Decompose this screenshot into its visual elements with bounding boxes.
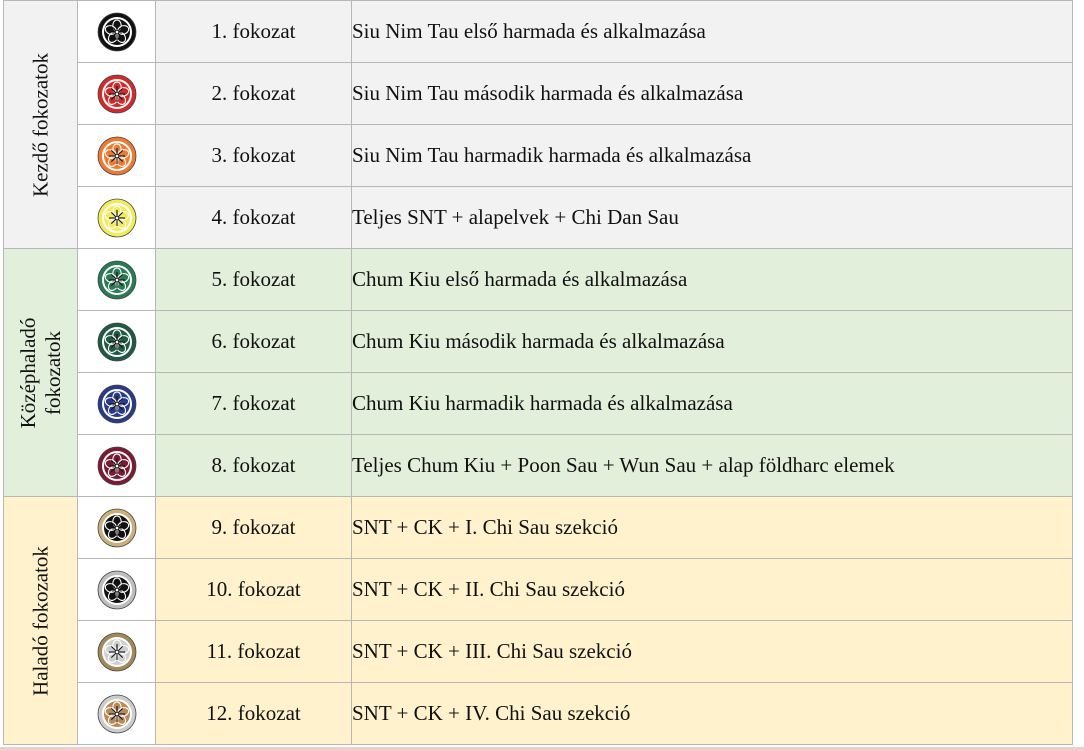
grade-description: Siu Nim Tau első harmada és alkalmazása (352, 1, 1073, 63)
table-row (4, 621, 1073, 683)
grade-label: 1. fokozat (156, 1, 352, 63)
next-section-edge (0, 747, 1084, 751)
grade-table (3, 0, 1073, 745)
grade-label: 3. fokozat (156, 125, 352, 187)
grade-description: SNT + CK + I. Chi Sau szekció (352, 497, 1073, 559)
dark-green-sash-icon (78, 311, 156, 373)
grade-label: 2. fokozat (156, 63, 352, 125)
category-label-intermediate: Középhaladó fokozatok (15, 317, 65, 428)
table-row (4, 683, 1073, 745)
grade-label: 4. fokozat (156, 187, 352, 249)
silver-black-sash-icon (78, 559, 156, 621)
grade-label: 12. fokozat (156, 683, 352, 745)
orange-sash-icon (78, 125, 156, 187)
silver-bronze-sash-icon (78, 683, 156, 745)
table-row (4, 249, 1073, 311)
maroon-sash-icon (78, 435, 156, 497)
grade-description: Siu Nim Tau második harmada és alkalmazása (352, 63, 1073, 125)
grade-description: SNT + CK + IV. Chi Sau szekció (352, 683, 1073, 745)
grade-label: 7. fokozat (156, 373, 352, 435)
table-row (4, 1, 1073, 63)
grade-description: Chum Kiu második harmada és alkalmazása (352, 311, 1073, 373)
grade-label: 9. fokozat (156, 497, 352, 559)
grade-label: 11. fokozat (156, 621, 352, 683)
grade-label: 6. fokozat (156, 311, 352, 373)
grade-description: Teljes SNT + alapelvek + Chi Dan Sau (352, 187, 1073, 249)
table-row (4, 311, 1073, 373)
category-cell-beginner (4, 1, 78, 249)
grade-description: SNT + CK + III. Chi Sau szekció (352, 621, 1073, 683)
grade-description: Chum Kiu első harmada és alkalmazása (352, 249, 1073, 311)
blue-sash-icon (78, 373, 156, 435)
category-cell-intermediate (4, 249, 78, 497)
table-row (4, 63, 1073, 125)
bronze-silver-sash-icon (78, 621, 156, 683)
grade-label: 8. fokozat (156, 435, 352, 497)
table-row (4, 497, 1073, 559)
gold-black-sash-icon (78, 497, 156, 559)
category-cell-advanced (4, 497, 78, 745)
grade-label: 5. fokozat (156, 249, 352, 311)
grade-description: Teljes Chum Kiu + Poon Sau + Wun Sau + alap földharc elemek (352, 435, 1073, 497)
yellow-sash-icon (78, 187, 156, 249)
black-sash-icon (78, 1, 156, 63)
table-row (4, 125, 1073, 187)
table-row (4, 559, 1073, 621)
category-label-beginner: Kezdő fokozatok (28, 52, 52, 197)
table-row (4, 435, 1073, 497)
table-row (4, 373, 1073, 435)
category-label-advanced: Haladó fokozatok (28, 545, 52, 696)
table-row (4, 187, 1073, 249)
green-sash-icon (78, 249, 156, 311)
grade-description: Chum Kiu harmadik harmada és alkalmazása (352, 373, 1073, 435)
grade-description: SNT + CK + II. Chi Sau szekció (352, 559, 1073, 621)
red-sash-icon (78, 63, 156, 125)
grade-label: 10. fokozat (156, 559, 352, 621)
grade-description: Siu Nim Tau harmadik harmada és alkalmazása (352, 125, 1073, 187)
